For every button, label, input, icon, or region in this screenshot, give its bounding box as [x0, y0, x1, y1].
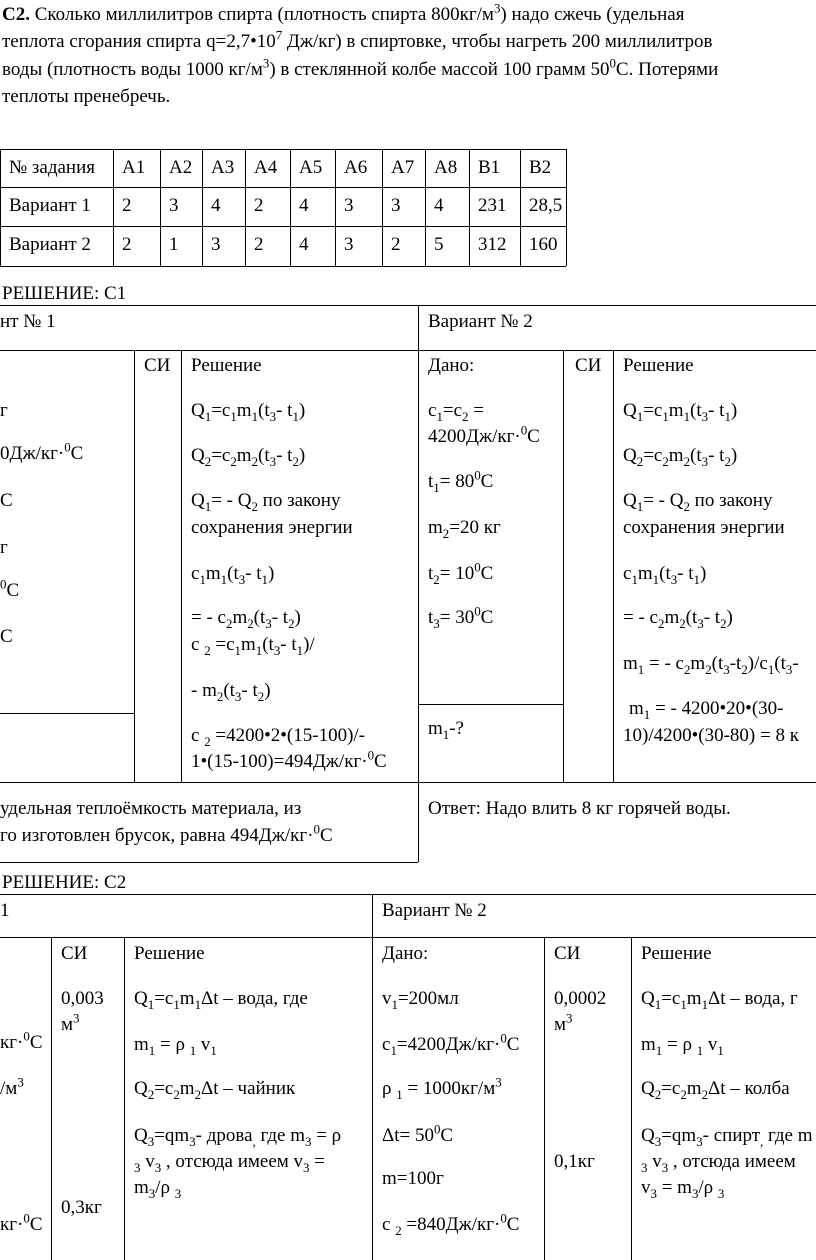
c2-top-border — [0, 894, 816, 895]
c2-v2-given-dt: $\Delta t= 50^0С$ — [382, 1121, 454, 1146]
c2-v1-given-2: $/м^3$ — [0, 1074, 24, 1099]
table-cell: 4 — [299, 195, 309, 216]
answers-table-vline — [469, 149, 470, 266]
c1-v1-given-3: С — [0, 490, 13, 511]
answers-table-vline — [245, 149, 246, 266]
c1-v2-given-t2: $t_2= 10^0С$ — [428, 559, 494, 587]
c1-v1-sol-8: с $_2$ =4200•2•(15-100)/- — [191, 725, 365, 749]
table-cell: 2 — [254, 234, 264, 255]
table-cell: 2 — [391, 234, 401, 255]
c1-v2-sol-3a: $Q_1= - Q_2$ по закону — [623, 490, 773, 514]
c1-v2-sol-4: $c_1m_1(t_3-$ $t_1$) — [623, 563, 707, 587]
answers-table-hline — [0, 266, 566, 267]
c2-v2-given-header: Дано: — [382, 943, 429, 964]
table-header-cell: В2 — [529, 157, 552, 178]
table-cell: 3 — [169, 195, 179, 216]
table-header-cell: А3 — [211, 157, 235, 178]
table-cell: 5 — [434, 234, 444, 255]
c1-v2-sol-7a: $m_1$ = - 4200•20•(30- — [629, 698, 784, 722]
c1-v2-sol-1: $Q_1=c_1m_1(t_3-$ $t_1$) — [623, 400, 738, 424]
c1-v2-sol-6: $m_1$ = - $c_2m_2(t_3-t_2)/c_1(t_3-$ — [623, 653, 799, 677]
table-cell: 28,5 — [529, 195, 563, 216]
table-cell: 4 — [299, 234, 309, 255]
c1-v2-given-cval: 4200Дж/кг·$^0$С — [428, 422, 540, 447]
c2-v1-given-3: кг·$^0$С — [0, 1210, 43, 1235]
table-cell: 231 — [478, 195, 507, 216]
c1-v1-solution-header: Решение — [191, 355, 262, 376]
c2-v1-solution-header: Решение — [134, 943, 205, 964]
c1-v1-sol-4: $c_1m_1(t_3-$ $t_1$) — [191, 563, 275, 587]
c1-v1-sol-7: - $m_2(t_3-$ $t_2$) — [191, 680, 271, 704]
c2-v2-si-right — [631, 937, 632, 1260]
answers-table-vline — [520, 149, 521, 266]
table-cell: 160 — [529, 234, 558, 255]
c1-v2-given-border — [418, 704, 563, 705]
c1-v1-given-border — [0, 713, 134, 714]
c2-variant2-title: Вариант № 2 — [382, 900, 487, 921]
c2-v1-given-1: кг·$^0$С — [0, 1028, 43, 1053]
answers-table-vline — [425, 149, 426, 266]
c2-v2-given-c2: с $_2$ =840Дж/кг·$^0$С — [382, 1210, 520, 1238]
c1-v2-given-t1: $t_1= 80^0С$ — [428, 467, 494, 495]
c2-v1-sol-3: $Q_2=c_2m_2\Delta t$ – чайник — [134, 1078, 296, 1102]
c1-v2-answer: Ответ: Надо влить 8 кг горячей воды. — [428, 798, 731, 819]
table-header-cell: А5 — [299, 157, 323, 178]
table-cell: 4 — [211, 195, 221, 216]
c2-v2-given-rho: ρ $_1 = 1000кг/м^3$ — [382, 1074, 502, 1102]
c2-v1-si-right — [124, 937, 125, 1260]
answers-table-vline — [566, 149, 567, 266]
c1-v2-given-c: $c_1=c_2$ = — [428, 400, 484, 424]
c1-variant2-title: Вариант № 2 — [428, 311, 533, 332]
c1-v2-si-header: СИ — [575, 355, 602, 376]
c1-v1-sol-3a: $Q_1= - Q_2$ по закону — [191, 490, 341, 514]
table-header-cell: А8 — [434, 157, 458, 178]
answers-table-vline — [113, 149, 114, 266]
c2-v1-si-header: СИ — [61, 943, 88, 964]
answers-table-vline — [202, 149, 203, 266]
c1-v2-solution-header: Решение — [623, 355, 694, 376]
table-cell: Вариант 1 — [9, 195, 91, 216]
c1-v2-given-header: Дано: — [428, 355, 475, 376]
c1-v1-sol-2: $Q_2=c_2m_2(t_3-$ $t_2$) — [191, 445, 306, 469]
problem-line-3: воды (плотность воды 1000 $кг/м^3$) в стеклянной колбе массой 100 грамм $50^0С$. Потерями — [2, 55, 719, 80]
answers-table-vline — [290, 149, 291, 266]
c2-v2-sol-4c: $v_3 = m_3/\rho$ $_3$ — [641, 1177, 725, 1201]
table-cell: 312 — [478, 234, 507, 255]
table-cell: Вариант 2 — [9, 234, 91, 255]
c2-v2-sol-3: $Q_2=c_2m_2\Delta t$ – колба — [641, 1078, 790, 1102]
c1-v2-find: $m_1-$? — [428, 718, 464, 742]
c1-v1-sol-6: с $_2 =c_1m_1(t_3-$ $t_1)/$ — [191, 634, 315, 658]
c1-v1-si-header: СИ — [144, 355, 171, 376]
c1-v1-given-2: 0Дж/кг·$^0$С — [0, 439, 84, 464]
c1-v1-given-4: г — [0, 537, 8, 558]
c2-v1-si-1: 0,003 — [61, 988, 104, 1009]
c1-v1-si-right — [181, 350, 182, 782]
c1-v1-answer-a: удельная теплоёмкость материала, из — [0, 798, 302, 819]
c2-v2-si-1: 0,0002 — [554, 988, 607, 1009]
c1-variant1-title: нт № 1 — [0, 311, 56, 332]
c1-v2-si-left — [563, 350, 564, 782]
table-cell: 3 — [391, 195, 401, 216]
c1-bottom-border — [0, 862, 418, 863]
answers-table-vline — [335, 149, 336, 266]
c2-header-border — [0, 937, 816, 938]
c1-middle-divider — [418, 305, 419, 862]
answers-table-vline — [382, 149, 383, 266]
c2-v1-si-3: 0,3кг — [61, 1197, 102, 1218]
c1-v1-answer-b: го изготовлен брусок, равна 494Дж/кг·$^0$С — [0, 821, 333, 846]
table-cell: 3 — [344, 234, 354, 255]
c2-v2-given-v1: $v_1=200мл$ — [382, 988, 459, 1012]
c1-v2-given-t3: $t_3= 30^0С$ — [428, 603, 494, 631]
c1-v2-sol-5: = - $c_2m_2(t_3-$ $t_2$) — [623, 607, 733, 631]
problem-line-1: C2. Сколько миллилитров спирта (плотность спирта $800кг/м^3$) надо сжечь (удельная — [2, 0, 685, 25]
problem-line-2: теплота сгорания спирта $q=2,7•10^7$ Дж/кг) в спиртовке, чтобы нагреть 200 миллилитров — [2, 27, 713, 52]
table-cell: 1 — [169, 234, 179, 255]
c2-v1-sol-1: $Q_1=c_1m_1\Delta t$ – вода, где — [134, 988, 308, 1012]
table-header-cell: № задания — [9, 157, 95, 178]
answers-table-hline — [0, 149, 566, 150]
c2-v2-sol-2: $m_1 = \rho$ $_1$ $v_1$ — [641, 1034, 724, 1058]
c1-v2-sol-7b: 10)/4200•(30-80) = 8 к — [623, 725, 799, 746]
c2-v1-si-left — [51, 937, 52, 1260]
answers-table-hline — [0, 226, 566, 227]
c2-v2-given-m: m=100г — [382, 1168, 444, 1189]
table-cell: 2 — [122, 195, 132, 216]
c2-v2-si-header: СИ — [554, 943, 581, 964]
c2-v2-given-c1: $c_1=4200Дж/кг\cdot^0С$ — [382, 1030, 520, 1058]
c2-v2-si-3: 0,1кг — [554, 1151, 595, 1172]
c2-v2-si-left — [544, 937, 545, 1260]
c1-heading: РЕШЕНИЕ: С1 — [2, 283, 127, 304]
table-header-cell: А7 — [391, 157, 415, 178]
c2-v1-sol-4b: $_3$ $v_3$ , отсюда имеем $v_3$ = — [134, 1151, 325, 1175]
table-cell: 3 — [344, 195, 354, 216]
c2-v2-si-2: $м^3$ — [554, 1010, 573, 1035]
c2-v1-sol-2: $m_1 = \rho$ $_1$ $v_1$ — [134, 1034, 217, 1058]
table-header-cell: В1 — [478, 157, 501, 178]
c1-answer-border — [0, 782, 816, 783]
c1-v1-given-1: г — [0, 400, 8, 421]
c2-middle-divider — [372, 894, 373, 1260]
table-header-cell: А6 — [344, 157, 368, 178]
table-cell: 2 — [254, 195, 264, 216]
c1-v2-sol-2: $Q_2=c_2m_2(t_3-$ $t_2$) — [623, 445, 738, 469]
c2-v2-sol-4a: $Q_3=qm_3-$ спирт$_,$ где m — [641, 1125, 813, 1149]
c2-v2-sol-4b: $_3$ $v_3$ , отсюда имеем — [641, 1151, 796, 1175]
c2-v2-sol-1: $Q_1=c_1m_1\Delta t$ – вода, г — [641, 988, 798, 1012]
table-cell: 3 — [211, 234, 221, 255]
answers-table-hline — [0, 187, 566, 188]
c1-v1-given-5: $^0$С — [0, 576, 20, 601]
c1-v1-sol-9: 1•(15-100)=494Дж/кг·$^0$С — [191, 747, 387, 772]
c2-v2-solution-header: Решение — [641, 943, 712, 964]
c2-v1-sol-4c: $m_3/\rho$ $_3$ — [134, 1177, 182, 1201]
table-header-cell: А4 — [254, 157, 278, 178]
c1-v2-given-m2: $m_2=20$ кг — [428, 517, 501, 541]
table-header-cell: А2 — [169, 157, 193, 178]
c1-v1-si-left — [134, 350, 135, 782]
c2-heading: РЕШЕНИЕ: С2 — [2, 872, 127, 893]
c2-v1-sol-4a: $Q_3=qm_3-$ дрова$_,$ где $m_3 = \rho$ — [134, 1125, 342, 1149]
answers-table-vline — [160, 149, 161, 266]
c1-v2-si-right — [613, 350, 614, 782]
c1-v1-sol-1: $Q_1=c_1m_1(t_3-$ $t_1$) — [191, 400, 306, 424]
c2-v1-si-2: $м^3$ — [61, 1010, 80, 1035]
table-cell: 2 — [122, 234, 132, 255]
c1-v1-sol-5: = - $c_2m_2(t_3-$ $t_2$) — [191, 607, 301, 631]
c1-v2-sol-3b: сохранения энергии — [623, 517, 785, 538]
c2-variant1-title: 1 — [0, 900, 10, 921]
c1-header-border — [0, 350, 816, 351]
c1-top-border — [0, 305, 816, 306]
c1-v1-sol-3b: сохранения энергии — [191, 517, 353, 538]
problem-line-4: теплоты пренебречь. — [2, 86, 171, 107]
table-header-cell: А1 — [122, 157, 146, 178]
c1-v1-given-6: С — [0, 626, 13, 647]
answers-table-vline — [0, 149, 1, 266]
table-cell: 4 — [434, 195, 444, 216]
